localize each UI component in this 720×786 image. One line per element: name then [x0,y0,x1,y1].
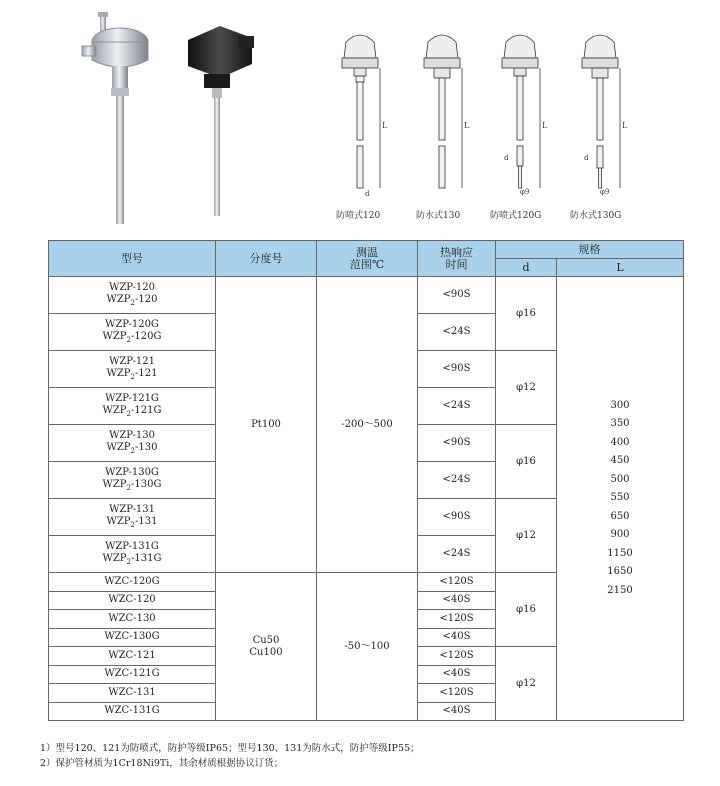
L-value: 900 [610,529,630,541]
header-response [418,241,496,277]
L-value: 500 [610,473,630,485]
L-value: 350 [610,418,630,430]
drawing-120 [330,28,390,200]
pt-range-cell: -200～500 [317,277,418,573]
d-cell: φ16 [496,277,557,351]
header-range-line1: 测温 [356,245,378,259]
d-cell: φ12 [496,351,557,425]
L-value: 2150 [607,584,633,596]
response-time-cell: <24S [418,314,496,351]
response-time-cell: <40S [418,702,496,721]
l-dimension-label: L [622,121,628,130]
d-cell: φ12 [496,647,557,721]
model-cell [49,351,216,388]
model-cell [49,536,216,573]
model-line2: $WZP_2-131G$ [102,552,162,566]
model-line2: $WZP_2-121$ [106,367,158,381]
header-L: L [557,259,684,277]
L-value: 450 [610,455,630,467]
d-cell: φ16 [496,573,557,647]
model-cell: WZC-121 [49,647,216,666]
drawing-120g [490,28,550,200]
model-line2: $WZP_2-121G$ [102,404,162,418]
L-values-list [557,397,683,601]
cu-range-cell: -50～100 [317,573,418,721]
L-value: 550 [610,492,630,504]
L-value: 300 [610,399,630,411]
response-time-cell: <24S [418,388,496,425]
caption-130g: 防水式130G [570,211,622,221]
pt-graduation-cell: Pt100 [216,277,317,573]
model-line1: WZP-121G [105,392,159,404]
l-dimension-label: L [382,121,388,130]
drawing-130g [570,28,630,200]
header-model: 型号 [49,241,216,277]
model-cell [49,277,216,314]
response-time-cell: <40S [418,665,496,684]
response-time-cell: <120S [418,647,496,666]
phi9-dimension-label: φ9 [520,188,530,196]
model-cell: WZC-131 [49,684,216,703]
drawing-130 [412,28,472,200]
aluminum-head-thermometer-photo [78,12,158,227]
response-time-cell: <120S [418,610,496,629]
model-cell: WZC-130 [49,610,216,629]
model-cell: WZC-131G [49,702,216,721]
L-value: 1650 [607,566,633,578]
model-cell: WZC-130G [49,628,216,647]
model-line2: $WZP_2-130$ [106,441,158,455]
model-cell [49,499,216,536]
model-cell: WZC-120 [49,591,216,610]
d-cell: φ16 [496,425,557,499]
model-line1: WZP-120 [109,281,155,293]
cu-graduation-1: Cu50 [252,634,280,646]
spec-table [48,240,684,721]
d-cell: φ12 [496,499,557,573]
d-dimension-label: d [584,154,589,162]
L-value: 400 [610,436,630,448]
black-head-thermometer-photo [180,20,260,220]
response-time-cell: <24S [418,536,496,573]
model-cell [49,425,216,462]
header-range-line2: 范围℃ [349,257,385,271]
model-cell: WZC-121G [49,665,216,684]
model-line2: $WZP_2-131$ [106,515,158,529]
footnote-2: 2）保护管材质为1Cr18Ni9Ti，其余材质根据协议订货； [40,758,284,769]
L-value: 650 [610,510,630,522]
d-dimension-label: d [365,190,370,198]
model-line2: $WZP_2-120G$ [102,330,162,344]
product-images [0,0,720,232]
l-dimension-label: L [464,121,470,130]
L-values-cell [557,277,684,721]
model-line1: WZP-130 [109,429,155,441]
L-value: 1150 [607,547,633,559]
model-cell [49,388,216,425]
header-d: d [496,259,557,277]
caption-130: 防水式130 [416,211,461,221]
header-spec: 规格 [496,241,684,259]
response-time-cell: <24S [418,462,496,499]
response-time-cell: <90S [418,499,496,536]
model-line1: WZP-130G [105,466,159,478]
header-response-line1: 热响应 [440,245,473,259]
caption-120g: 防喷式120G [490,211,542,221]
model-line1: WZP-121 [109,355,155,367]
spec-table-body [49,277,684,721]
model-cell [49,462,216,499]
footnotes [40,741,420,771]
l-dimension-label: L [542,121,548,130]
response-time-cell: <120S [418,573,496,592]
caption-120: 防喷式120 [336,211,381,221]
response-time-cell: <120S [418,684,496,703]
model-cell: WZC-120G [49,573,216,592]
model-line1: WZP-131 [109,503,155,515]
d-dimension-label: d [504,154,509,162]
cu-graduation-2: Cu100 [249,646,283,658]
phi9-dimension-label: φ9 [600,188,610,196]
model-line1: WZP-131G [105,540,159,552]
header-graduation: 分度号 [216,241,317,277]
header-range [317,241,418,277]
model-line2: $WZP_2-120$ [106,293,158,307]
response-time-cell: <40S [418,591,496,610]
model-line2: $WZP_2-130G$ [102,478,162,492]
response-time-cell: <90S [418,277,496,314]
cu-graduation-cell [216,573,317,721]
footnote-1: 1）型号120、121为防喷式，防护等级IP65；型号130、131为防水式，防护等级IP55； [40,743,420,754]
header-response-line2: 时间 [445,257,468,271]
response-time-cell: <90S [418,351,496,388]
model-cell [49,314,216,351]
model-line1: WZP-120G [105,318,159,330]
table-row [49,277,684,314]
response-time-cell: <90S [418,425,496,462]
response-time-cell: <40S [418,628,496,647]
